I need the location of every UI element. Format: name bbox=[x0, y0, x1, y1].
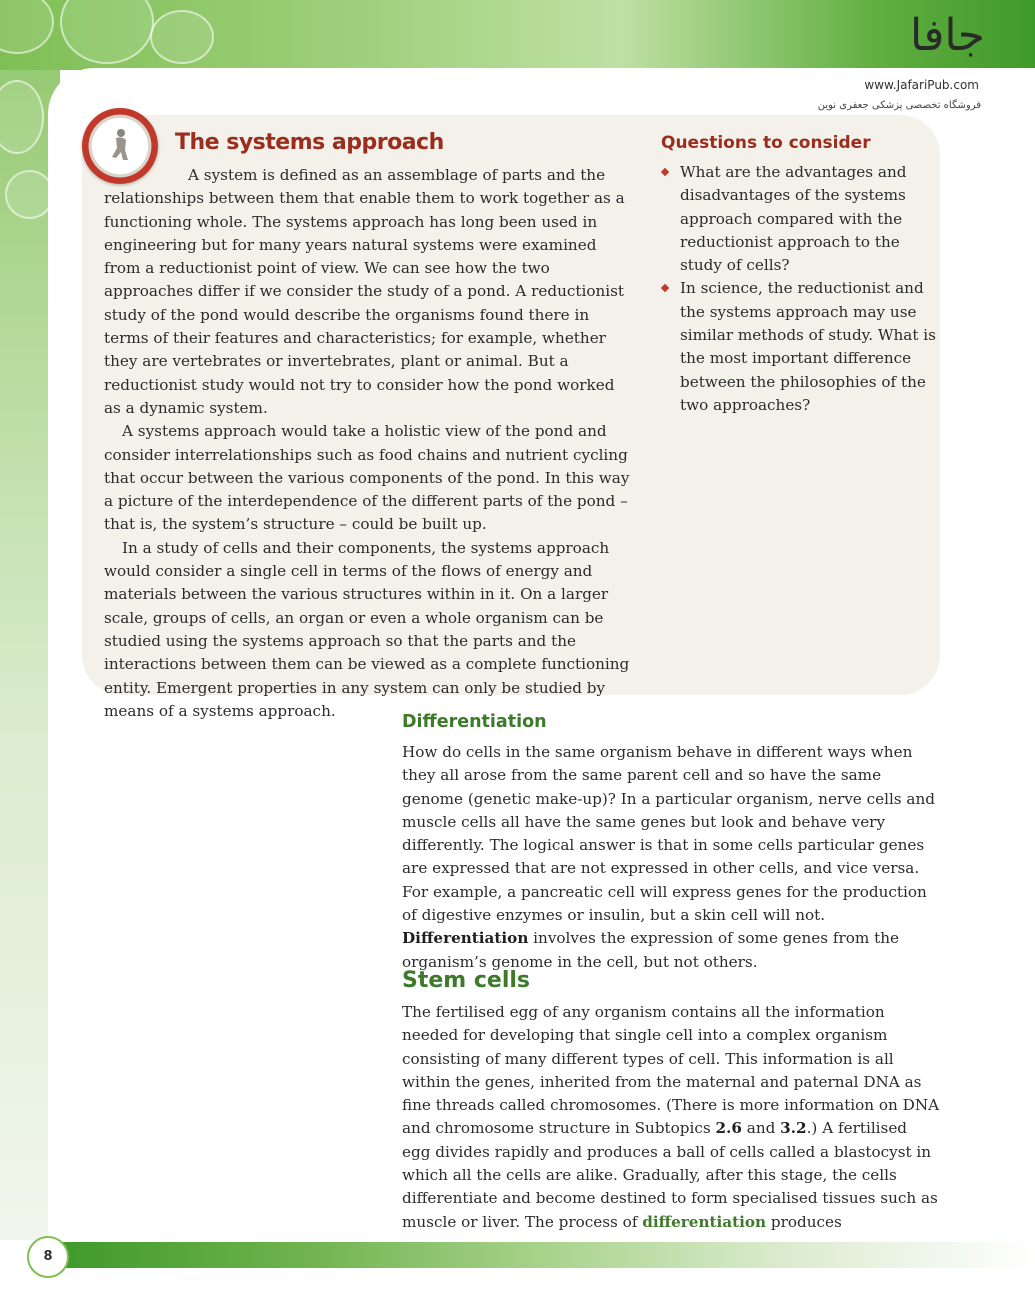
systems-approach-body bbox=[104, 164, 636, 723]
page-number: 8 bbox=[27, 1236, 69, 1278]
key-term: differentiation bbox=[642, 1212, 767, 1231]
differentiation-body bbox=[402, 741, 940, 974]
paragraph: A systems approach would take a holistic view of the pond and consider interrelationships such as food chains and nutrient cycling that occur between the various components of the pond. In this way a picture of the interdependence of the different parts of the pond – that is, the system’s structure – could be built up. bbox=[104, 422, 630, 534]
body-text: The fertilised egg of any organism contains all the information needed for developing that single cell into a complex organism consisting of many different types of cell. This information is all within the genes, inherited from the maternal and paternal DNA as fine threads called chromosomes. (There is more information on DNA and chromosome structure in Subtopics bbox=[402, 1003, 940, 1138]
logo-url: www.JafariPub.com bbox=[864, 78, 979, 92]
body-text: .) A fertilised egg divides rapidly and produces a ball of cells called a blastocyst in which all the cells are alike. Gradually, after this stage, the cells differentiate and become destined to form specialised tissues such as muscle or liver. The process of bbox=[402, 1119, 938, 1231]
cell-bubble-graphic bbox=[150, 10, 214, 64]
differentiation-heading: Differentiation bbox=[402, 712, 547, 732]
subtopic-ref: 2.6 bbox=[715, 1119, 742, 1138]
body-text: How do cells in the same organism behave in different ways when they all arose from the same parent cell and so have the same genome (genetic make-up)? In a particular organism, nerve cells and muscle cells all have the same genes but look and behave very differently. The logical answer is that in some cells particular genes are expressed that are not expressed in other cells, and vice versa. For example, a pancreatic cell will express genes for the production of digestive enzymes or insulin, but a skin cell will not. bbox=[402, 743, 935, 925]
cell-bubble-graphic bbox=[5, 170, 54, 219]
questions-title: Questions to consider bbox=[661, 133, 871, 153]
paragraph: A system is defined as an assemblage of parts and the relationships between them that enable them to work together as a functioning whole. The systems approach has long been used in engineering but for many years natural systems were examined from a reductionist point of view. We can see how the two approaches differ if we consider the study of a pond. A reductionist study of the pond would describe the organisms found there in terms of their features and characteristics; for example, whether they are vertebrates or invertebrates, plant or animal. But a reductionist study would not try to consider how the pond worked as a dynamic system. bbox=[104, 166, 625, 417]
body-text: involves the expression of some genes from the organism’s genome in the cell, but not others. bbox=[402, 929, 899, 971]
list-item bbox=[660, 161, 940, 277]
body-text: and bbox=[741, 1119, 781, 1138]
stem-cells-body bbox=[402, 1001, 940, 1234]
subtopic-ref: 3.2 bbox=[780, 1119, 807, 1138]
bullet-diamond-icon bbox=[661, 284, 669, 292]
logo-mark: جافا bbox=[909, 10, 985, 61]
bullet-diamond-icon bbox=[661, 168, 669, 176]
systems-approach-title: The systems approach bbox=[175, 130, 444, 155]
body-text: produces bbox=[766, 1212, 842, 1231]
footer-bar bbox=[60, 1242, 1035, 1268]
logo-subtitle: فروشگاه تخصصی پزشکی جعفری نوین bbox=[817, 100, 981, 111]
paragraph: In a study of cells and their components, the systems approach would consider a single cell in terms of the flows of energy and materials between the various structures within in it. On a larger scale, groups of cells, an organ or even a whole organism can be studied using the systems approach so that the parts and the interactions between them can be viewed as a complete functioning entity. Emergent properties in any system can only be studied by means of a systems approach. bbox=[104, 538, 630, 720]
key-term: Differentiation bbox=[402, 929, 529, 948]
list-item bbox=[660, 277, 940, 417]
questions-list bbox=[660, 161, 940, 417]
stem-cells-heading: Stem cells bbox=[402, 968, 531, 993]
thinker-figure-icon bbox=[108, 128, 132, 162]
question-text: What are the advantages and disadvantages of the systems approach compared with the reductionist approach to the study of cells? bbox=[680, 163, 907, 275]
question-text: In science, the reductionist and the systems approach may use similar methods of study. What is the most important difference between the philosophies of the two approaches? bbox=[680, 279, 936, 414]
publisher-logo bbox=[815, 12, 1005, 122]
